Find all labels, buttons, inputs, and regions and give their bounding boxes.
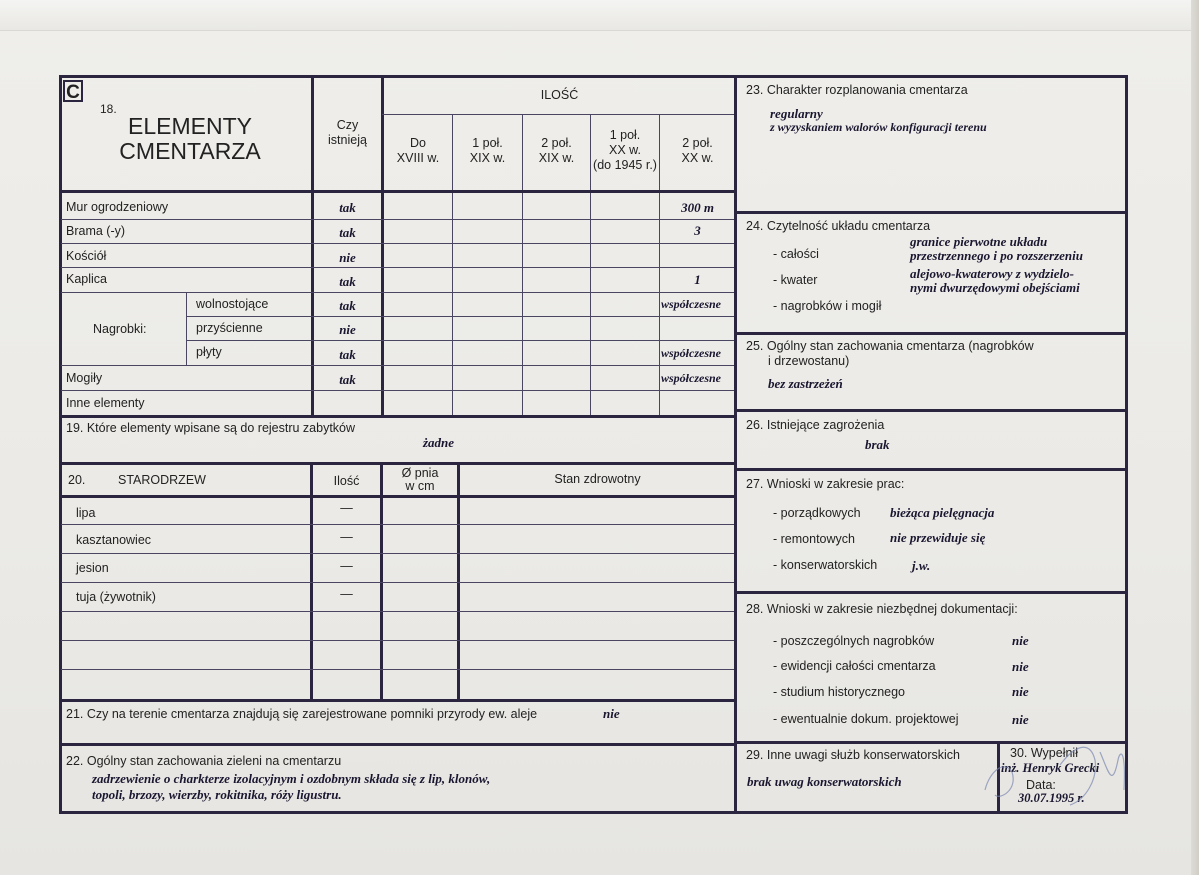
q27-answer: bieżąca pielęgnacja	[890, 505, 995, 520]
row-exists: tak	[339, 200, 356, 215]
q24-calosci: - całości	[773, 247, 819, 261]
section-number: 18.	[100, 102, 117, 116]
q28-answer: nie	[1012, 684, 1029, 699]
row-label: wolnostojące	[196, 297, 269, 311]
nagrobki-label: Nagrobki:	[93, 322, 147, 336]
section-title-line2: CMENTARZA	[119, 138, 261, 164]
row-exists: nie	[339, 250, 356, 265]
exists-header: Czy istnieją	[328, 118, 367, 147]
q26-answer: brak	[865, 437, 890, 452]
period-header: 1 poł. XIX w.	[469, 136, 506, 165]
q25-label: 25. Ogólny stan zachowania cmentarza (nagrobków i drzewostanu)	[746, 339, 1034, 368]
tree-qty: —	[340, 501, 353, 515]
row-exists: tak	[339, 347, 356, 362]
q26-label: 26. Istniejące zagrożenia	[746, 418, 885, 432]
row-qty: współczesne	[661, 297, 721, 311]
row-label: przyścienne	[196, 321, 263, 335]
period-header: 2 poł. XIX w.	[538, 136, 575, 165]
q30-date: 30.07.1995 r.	[1018, 791, 1085, 805]
trees-diam-header: Ø pnia w cm	[401, 466, 439, 493]
q29-label: 29. Inne uwagi służb konserwatorskich	[746, 748, 961, 762]
q30-name: inż. Henryk Grecki	[1001, 761, 1100, 775]
q27-label: 27. Wnioski w zakresie prac:	[746, 477, 905, 491]
q28-row: - poszczególnych nagrobków	[773, 634, 935, 648]
period-header: 2 poł. XX w.	[681, 136, 714, 165]
q28-row: - ewidencji całości cmentarza	[773, 659, 936, 673]
q28-row: - studium historycznego	[773, 685, 906, 699]
row-qty: współczesne	[661, 371, 721, 385]
q30-date-label: Data:	[1026, 778, 1056, 792]
q27-answer: j.w.	[912, 558, 931, 573]
q24-answer: alejowo-kwaterowy z wydzielo-	[910, 266, 1074, 281]
row-exists: tak	[339, 298, 356, 313]
q23-answer-line2: z wyzyskaniem walorów konfiguracji terenu	[770, 120, 987, 134]
tree-name: jesion	[76, 561, 109, 575]
q27-row: - remontowych	[773, 532, 855, 546]
q24-kwater: - kwater	[773, 273, 818, 287]
row-exists: tak	[339, 225, 356, 240]
q24-answer: nymi dwurzędowymi obejściami	[910, 280, 1080, 295]
row-qty: 1	[694, 272, 701, 287]
row-label: Mogiły	[66, 371, 103, 385]
q28-label: 28. Wnioski w zakresie niezbędnej dokumentacji:	[746, 602, 1018, 616]
q21-label: 21. Czy na terenie cmentarza znajdują się zarejestrowane pomniki przyrody ew. aleje	[66, 707, 538, 721]
q30-label: 30. Wypełnił	[1010, 746, 1078, 760]
row-exists: tak	[339, 372, 356, 387]
tree-name: tuja (żywotnik)	[76, 590, 156, 604]
row-exists: tak	[339, 274, 356, 289]
q28-row: - ewentualnie dokum. projektowej	[773, 712, 959, 726]
q23-answer-line1: regularny	[770, 106, 823, 121]
period-header: 1 poł. XX w. (do 1945 r.)	[593, 128, 657, 172]
q19-label: 19. Które elementy wpisane są do rejestru zabytków	[66, 421, 356, 435]
quantity-header: ILOŚĆ	[540, 88, 579, 102]
q22-answer-line1: zadrzewienie o charkterze izolacyjnym i ozdobnym składa się z lip, klonów,	[92, 771, 491, 786]
trees-title: STARODRZEW	[118, 473, 206, 487]
row-label: Mur ogrodzeniowy	[66, 200, 169, 214]
q24-answer: granice pierwotne układu	[910, 234, 1048, 249]
row-exists: nie	[339, 322, 356, 337]
q27-row: - porządkowych	[773, 506, 861, 520]
q21-answer: nie	[603, 706, 620, 721]
tree-name: kasztanowiec	[76, 533, 152, 547]
q22-label: 22. Ogólny stan zachowania zieleni na cmentarzu	[66, 754, 342, 768]
row-qty: 3	[694, 223, 701, 238]
q22-answer-line2: topoli, brzozy, wierzby, rokitnika, róży ligustru.	[92, 787, 342, 802]
row-qty: współczesne	[661, 346, 721, 360]
q28-answer: nie	[1012, 633, 1029, 648]
row-label: Brama (-y)	[66, 224, 126, 238]
trees-number: 20.	[68, 473, 86, 487]
tree-qty: —	[340, 530, 353, 544]
q24-answer: przestrzennego i po rozszerzeniu	[910, 248, 1084, 263]
period-header: Do XVIII w.	[396, 136, 440, 165]
q24-nagrobkow: - nagrobków i mogił	[773, 299, 882, 313]
q28-answer: nie	[1012, 712, 1029, 727]
tree-name: lipa	[76, 506, 96, 520]
tree-qty: —	[340, 559, 353, 573]
row-label: Kaplica	[66, 272, 107, 286]
q24-label: 24. Czytelność układu cmentarza	[746, 219, 931, 233]
trees-health-header: Stan zdrowotny	[554, 472, 641, 486]
section-title-line1: ELEMENTY	[128, 113, 252, 139]
tree-qty: —	[340, 587, 353, 601]
q19-answer: żadne	[423, 435, 455, 450]
q28-answer: nie	[1012, 659, 1029, 674]
q27-answer: nie przewiduje się	[890, 530, 986, 545]
section-letter: C	[63, 80, 83, 102]
q25-answer: bez zastrzeżeń	[768, 376, 843, 391]
q29-answer: brak uwag konserwatorskich	[747, 774, 902, 789]
row-label: Kościół	[66, 249, 107, 263]
q27-row: - konserwatorskich	[773, 558, 878, 572]
row-label: płyty	[196, 345, 222, 359]
trees-qty-header: Ilość	[333, 474, 360, 488]
row-qty: 300 m	[681, 200, 714, 215]
q23-label: 23. Charakter rozplanowania cmentarza	[746, 83, 968, 97]
row-label: Inne elementy	[66, 396, 145, 410]
